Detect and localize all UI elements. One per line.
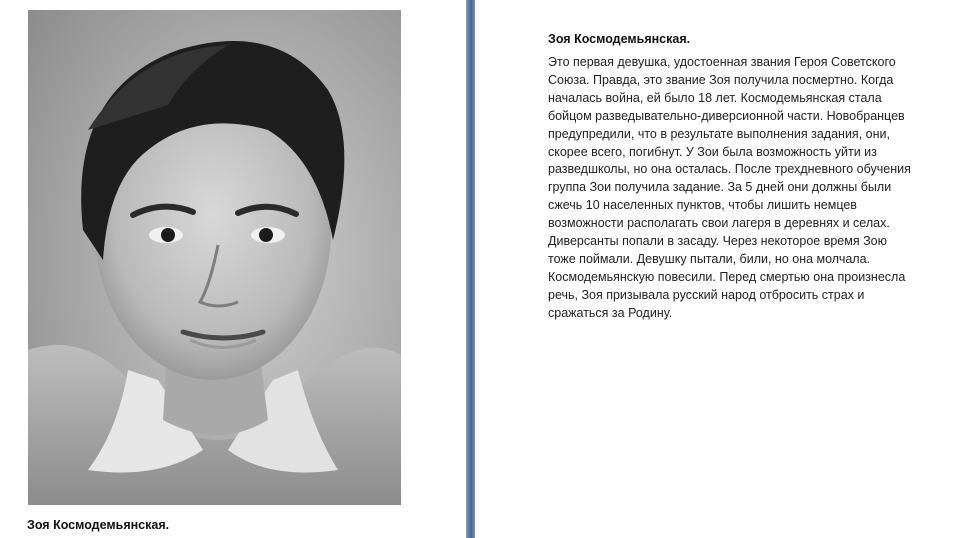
article-line: возможности располагать свои лагеря в деревнях и селах. (548, 216, 890, 231)
article-line: Космодемьянскую повесили. Перед смертью она произнесла (548, 269, 906, 284)
article-body (548, 54, 955, 323)
article-line: скорее всего, погибнут. У Зои была возможность уйти из (548, 144, 877, 159)
article-line: группа Зои получила задание. За 5 дней они должны были (548, 180, 892, 195)
article-line: бойцом разведывательно-диверсионной части. Новобранцев (548, 108, 905, 123)
article-line: речь, Зоя призывала русский народ отбросить страх и (548, 287, 865, 302)
article-title: Зоя Космодемьянская. (548, 32, 691, 46)
article-line: Союза. Правда, это звание Зоя получила посмертно. Когда (548, 72, 894, 87)
article (548, 32, 955, 323)
vertical-divider (466, 0, 475, 538)
article-line: Это первая девушка, удостоенная звания Героя Советского (548, 55, 896, 69)
article-line: сжечь 10 населенных пунктов, чтобы лишить немцев (548, 198, 857, 213)
article-line: тоже поймали. Девушку пытали, били, но она молчала. (548, 251, 871, 266)
article-line: сражаться за Родину. (548, 305, 673, 320)
article-line: предупредили, что в результате выполнения задания, они, (548, 126, 890, 141)
photo-caption: Зоя Космодемьянская. (27, 518, 170, 532)
article-line: Диверсанты попали в засаду. Через некоторое время Зою (548, 234, 887, 249)
article-line: разведшколы, но она осталась. После трехдневного обучения (548, 162, 911, 177)
portrait-photo (28, 10, 401, 505)
article-line: началась война, ей было 18 лет. Космодемьянская стала (548, 90, 882, 105)
